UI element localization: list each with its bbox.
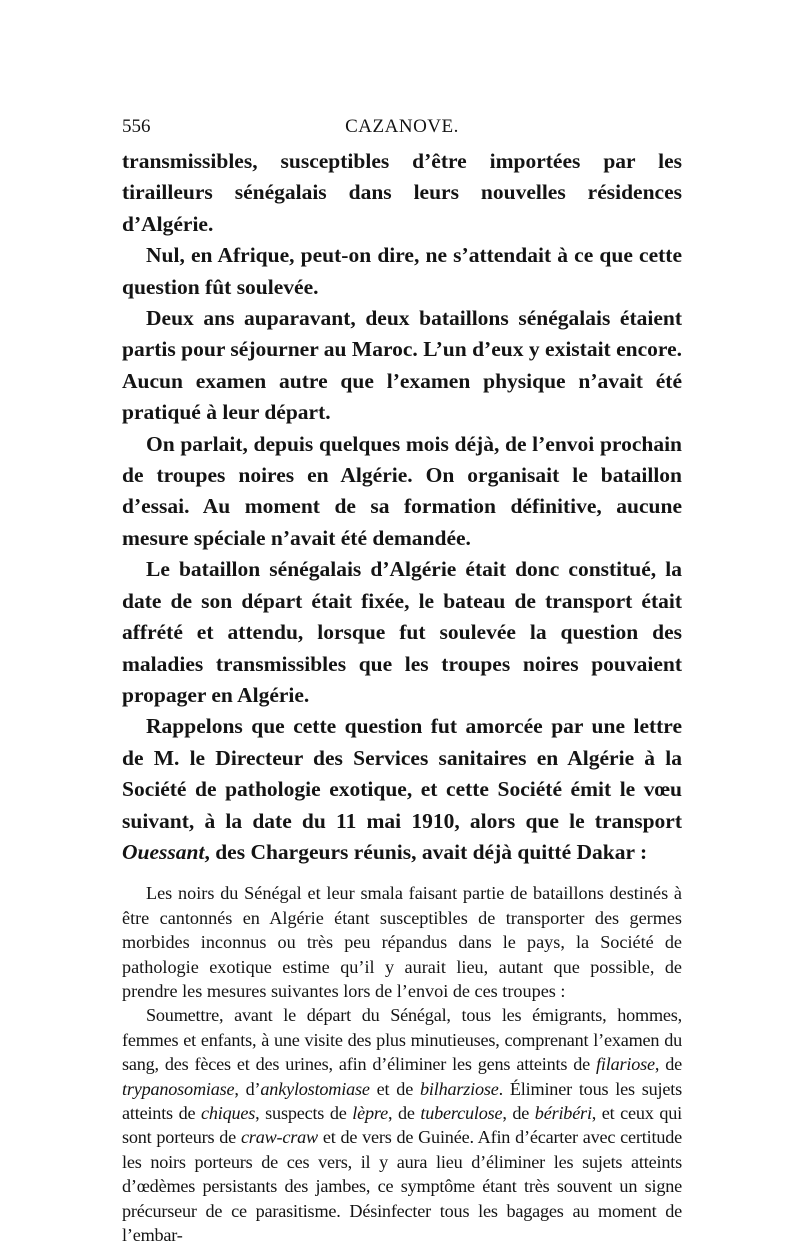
paragraph-3: Deux ans auparavant, deux bataillons sénégalais étaient partis pour séjourner au Maroc. L’un d’eux y existait encore. Aucun examen autre que l’examen physique n’avait été pratiqué à leur départ. (122, 306, 682, 425)
quote-text: , de (387, 1103, 421, 1123)
quote-text: . Éliminer tous les sujets atteints de (122, 1078, 682, 1123)
main-text (122, 146, 682, 868)
paragraph-6-text-b: , des Chargeurs réunis, avait déjà quitté Dakar : (204, 839, 648, 864)
term-trypanosomiase: trypanosomiase (122, 1078, 235, 1099)
term-tuberculose: tuberculose (420, 1103, 503, 1123)
quote-paragraph-1: Les noirs du Sénégal et leur smala faisant partie de bataillons destinés à être cantonnés en Algérie étant susceptibles de transporter des germes morbides inconnus ou très peu répandus dans le pays, la Société de pathologie exotique estime qu’il y aurait lieu, autant que possible, de prendre les mesures suivantes lors de l’envoi de ces troupes : (122, 883, 682, 1001)
quote-text: , et ceux qui sont porteurs de (122, 1103, 682, 1148)
term-chiques: chiques (201, 1103, 256, 1123)
term-lepre: lèpre (352, 1103, 388, 1123)
quote-paragraph-2 (122, 1003, 682, 1247)
quote-text: et de (369, 1078, 420, 1099)
running-head (122, 112, 682, 146)
ship-name: Ouessant (122, 839, 205, 864)
term-filariose: filariose (596, 1054, 655, 1075)
term-beriberi: béribéri (534, 1103, 592, 1123)
quote-text: , de (654, 1054, 682, 1075)
quote-text: , de (502, 1103, 535, 1123)
quote-text: et de vers de Guinée. Afin d’écarter avec certitude les noirs porteurs de ces vers, il y aura lieu d’éliminer les sujets atteints d’œdèmes persistants des jambes, ce symptôme étant très souvent un signe précurseur de ce parasitisme. Désinfecter tous les bagages au moment de l’embar- (122, 1127, 682, 1246)
term-ankylostomiase: ankylostomiase (260, 1078, 370, 1099)
quote-text: Soumettre, avant le départ du Sénégal, tous les émigrants, hommes, femmes et enfants, à une visite des plus minutieuses, comprenant l’examen du sang, des fèces et des urines, afin d’éliminer les gens atteints de (122, 1005, 682, 1075)
page-number: 556 (122, 116, 151, 137)
paragraph-6-text-a: Rappelons que cette question fut amorcée par une lettre de M. le Directeur des Services sanitaires en Algérie à la Société de pathologie exotique, et cette Société émit le vœu suivant, à la date du 11 mai 1910, alors que le transport (122, 714, 682, 833)
paragraph-2: Nul, en Afrique, peut-on dire, ne s’attendait à ce que cette question fût soulevée. (122, 243, 682, 299)
running-title: CAZANOVE. (345, 116, 459, 137)
quote-text: , suspects de (255, 1103, 353, 1123)
book-page (122, 112, 682, 1247)
quote-text: , d’ (234, 1078, 261, 1099)
paragraph-4: On parlait, depuis quelques mois déjà, de l’envoi prochain de troupes noires en Algérie. On organisait le bataillon d’essai. Au moment de sa formation définitive, aucune mesure spéciale n’avait été demandée. (122, 431, 682, 550)
quoted-resolution (122, 881, 682, 1247)
term-bilharziose: bilharziose (419, 1078, 499, 1099)
paragraph-1: transmissibles, susceptibles d’être importées par les tirailleurs sénégalais dans leurs nouvelles résidences d’Algérie. (122, 149, 682, 236)
paragraph-5: Le bataillon sénégalais d’Algérie était donc constitué, la date de son départ était fixée, le bateau de transport était affrété et attendu, lorsque fut soulevée la question des maladies transmissibles que les troupes noires pouvaient propager en Algérie. (122, 557, 682, 707)
term-craw-craw: craw-craw (240, 1127, 318, 1148)
paragraph-6 (122, 711, 682, 868)
